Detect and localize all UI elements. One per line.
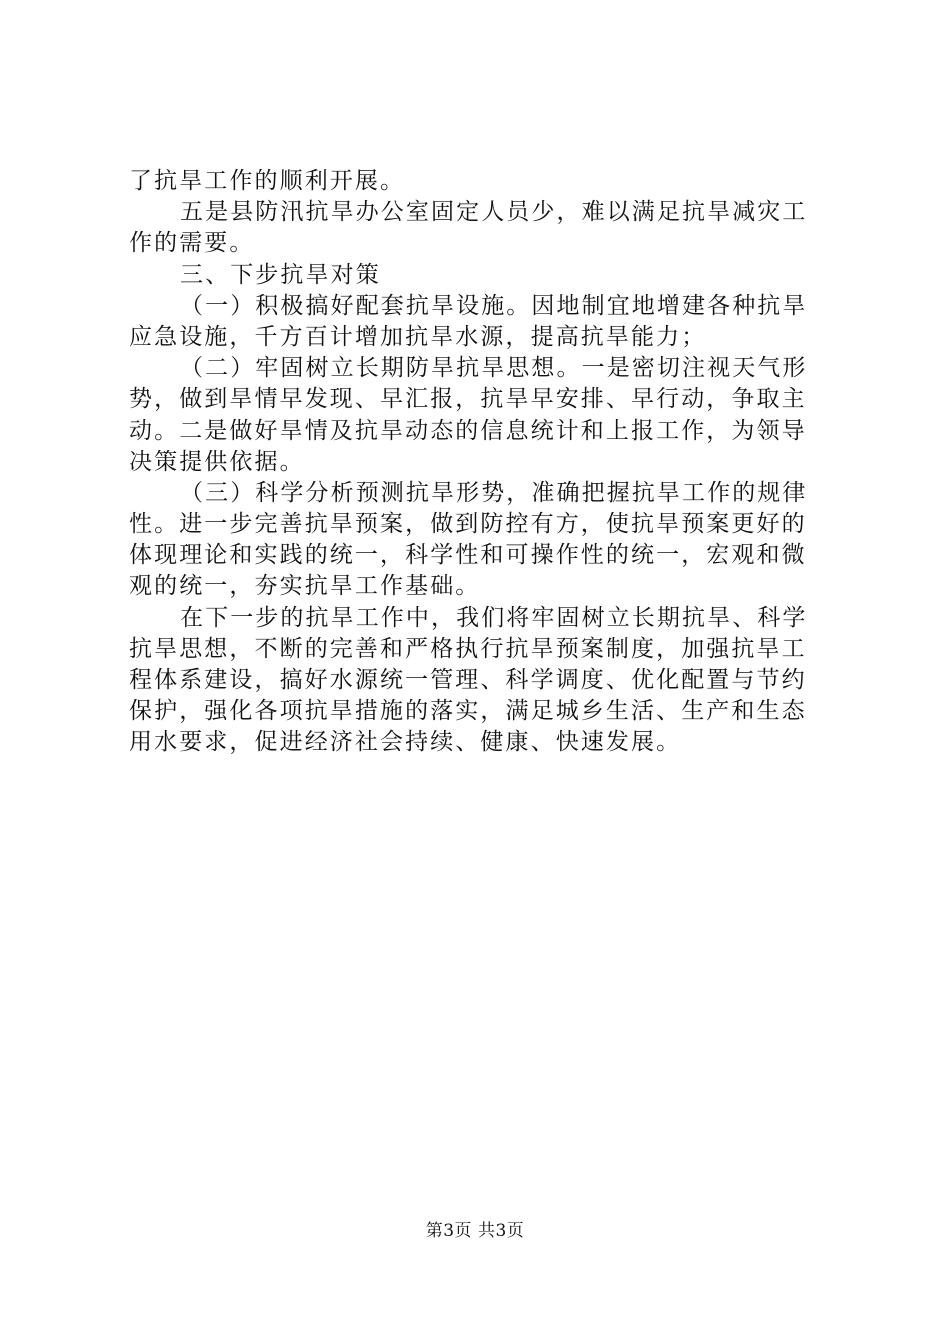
text-line: 程体系建设，搞好水源统一管理、科学调度、优化配置与节约 bbox=[129, 667, 807, 693]
document-body bbox=[129, 166, 829, 759]
text-line: 作的需要。 bbox=[129, 230, 255, 257]
text-line: 势，做到旱情早发现、早汇报，抗旱早安排、早行动，争取主 bbox=[129, 386, 807, 413]
text-line: 抗旱思想，不断的完善和严格执行抗旱预案制度，加强抗旱工 bbox=[129, 635, 807, 662]
text-line: 观的统一，夯实抗旱工作基础。 bbox=[129, 573, 481, 600]
text-line: （一）积极搞好配套抗旱设施。因地制宜地增建各种抗旱 bbox=[180, 292, 808, 319]
text-line: 决策提供依据。 bbox=[129, 448, 305, 475]
text-line: 在下一步的抗旱工作中，我们将牢固树立长期抗旱、科学 bbox=[180, 604, 808, 631]
text-line: 保护，强化各项抗旱措施的落实，满足城乡生活、生产和生态 bbox=[129, 698, 807, 725]
text-line: 动。二是做好旱情及抗旱动态的信息统计和上报工作，为领导 bbox=[129, 417, 807, 444]
text-line: 五是县防汛抗旱办公室固定人员少，难以满足抗旱减灾工 bbox=[180, 199, 808, 226]
text-line: 用水要求，促进经济社会持续、健康、快速发展。 bbox=[129, 729, 682, 756]
text-line: （二）牢固树立长期防旱抗旱思想。一是密切注视天气形 bbox=[180, 355, 808, 382]
text-line: 体现理论和实践的统一，科学性和可操作性的统一，宏观和微 bbox=[129, 542, 807, 569]
text-line: 性。进一步完善抗旱预案，做到防控有方，使抗旱预案更好的 bbox=[129, 511, 807, 538]
section-heading: 三、下步抗旱对策 bbox=[180, 261, 381, 288]
text-line: 应急设施，千方百计增加抗旱水源，提高抗旱能力； bbox=[129, 323, 707, 350]
page-number-footer: 第3页 共3页 bbox=[425, 1221, 525, 1241]
text-line: 了抗旱工作的顺利开展。 bbox=[129, 168, 406, 194]
text-line: （三）科学分析预测抗旱形势，准确把握抗旱工作的规律 bbox=[180, 479, 808, 506]
